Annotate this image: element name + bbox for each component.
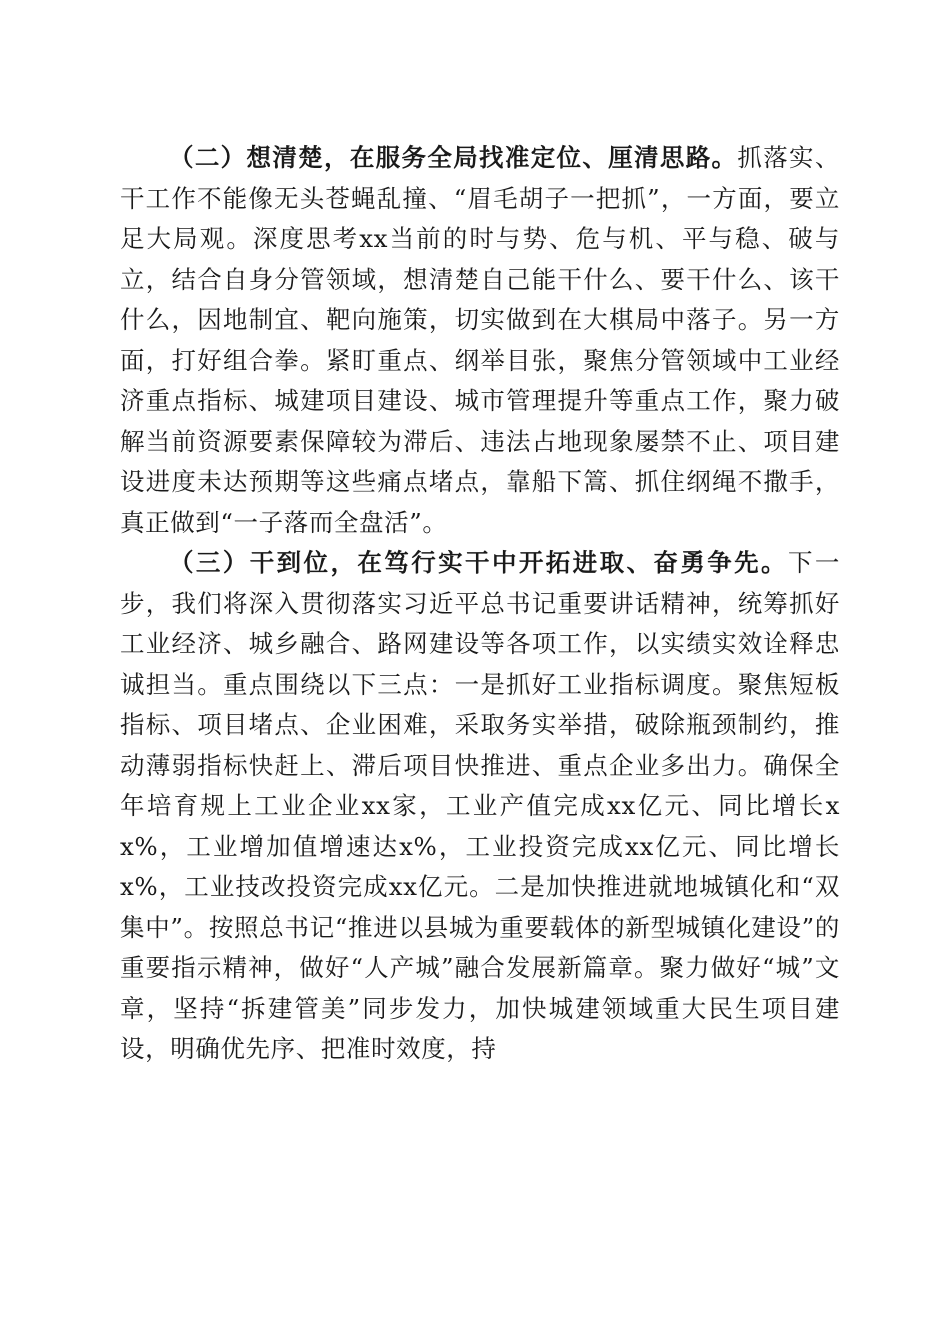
document-body xyxy=(120,138,840,1070)
paragraph-section-2 xyxy=(120,138,840,543)
paragraph-section-3 xyxy=(120,543,840,1070)
paragraph-text: 抓落实、干工作不能像无头苍蝇乱撞、“眉毛胡子一把抓”，一方面，要立足大局观。深度思考xx当前的时与势、危与机、平与稳、破与立，结合自身分管领域，想清楚自己能干什么、要干什么、该干什么，因地制宜、靶向施策，切实做到在大棋局中落子。另一方面，打好组合拳。紧盯重点、纲举目张，聚焦分管领域中工业经济重点指标、城建项目建设、城市管理提升等重点工作，聚力破解当前资源要素保障较为滞后、违法占地现象屡禁不止、项目建设进度未达预期等这些痛点堵点，靠船下篙、抓住纲绳不撒手，真正做到“一子落而全盘活”。 xyxy=(120,143,840,537)
section-heading: （三）干到位，在笃行实干中开拓进取、奋勇争先。 xyxy=(169,548,788,577)
section-heading: （二）想清楚，在服务全局找准定位、厘清思路。 xyxy=(169,143,738,172)
paragraph-text: 下一步，我们将深入贯彻落实习近平总书记重要讲话精神，统筹抓好工业经济、城乡融合、路网建设等各项工作，以实绩实效诠释忠诚担当。重点围绕以下三点：一是抓好工业指标调度。聚焦短板指标、项目堵点、企业困难，采取务实举措，破除瓶颈制约，推动薄弱指标快赶上、滞后项目快推进、重点企业多出力。确保全年培育规上工业企业xx家，工业产值完成xx亿元、同比增长xx%，工业增加值增速达x%，工业投资完成xx亿元、同比增长x%，工业技改投资完成xx亿元。二是加快推进就地城镇化和“双集中”。按照总书记“推进以县城为重要载体的新型城镇化建设”的重要指示精神，做好“人产城”融合发展新篇章。聚力做好“城”文章，坚持“拆建管美”同步发力，加快城建领域重大民生项目建设，明确优先序、把准时效度，持 xyxy=(120,548,840,1063)
